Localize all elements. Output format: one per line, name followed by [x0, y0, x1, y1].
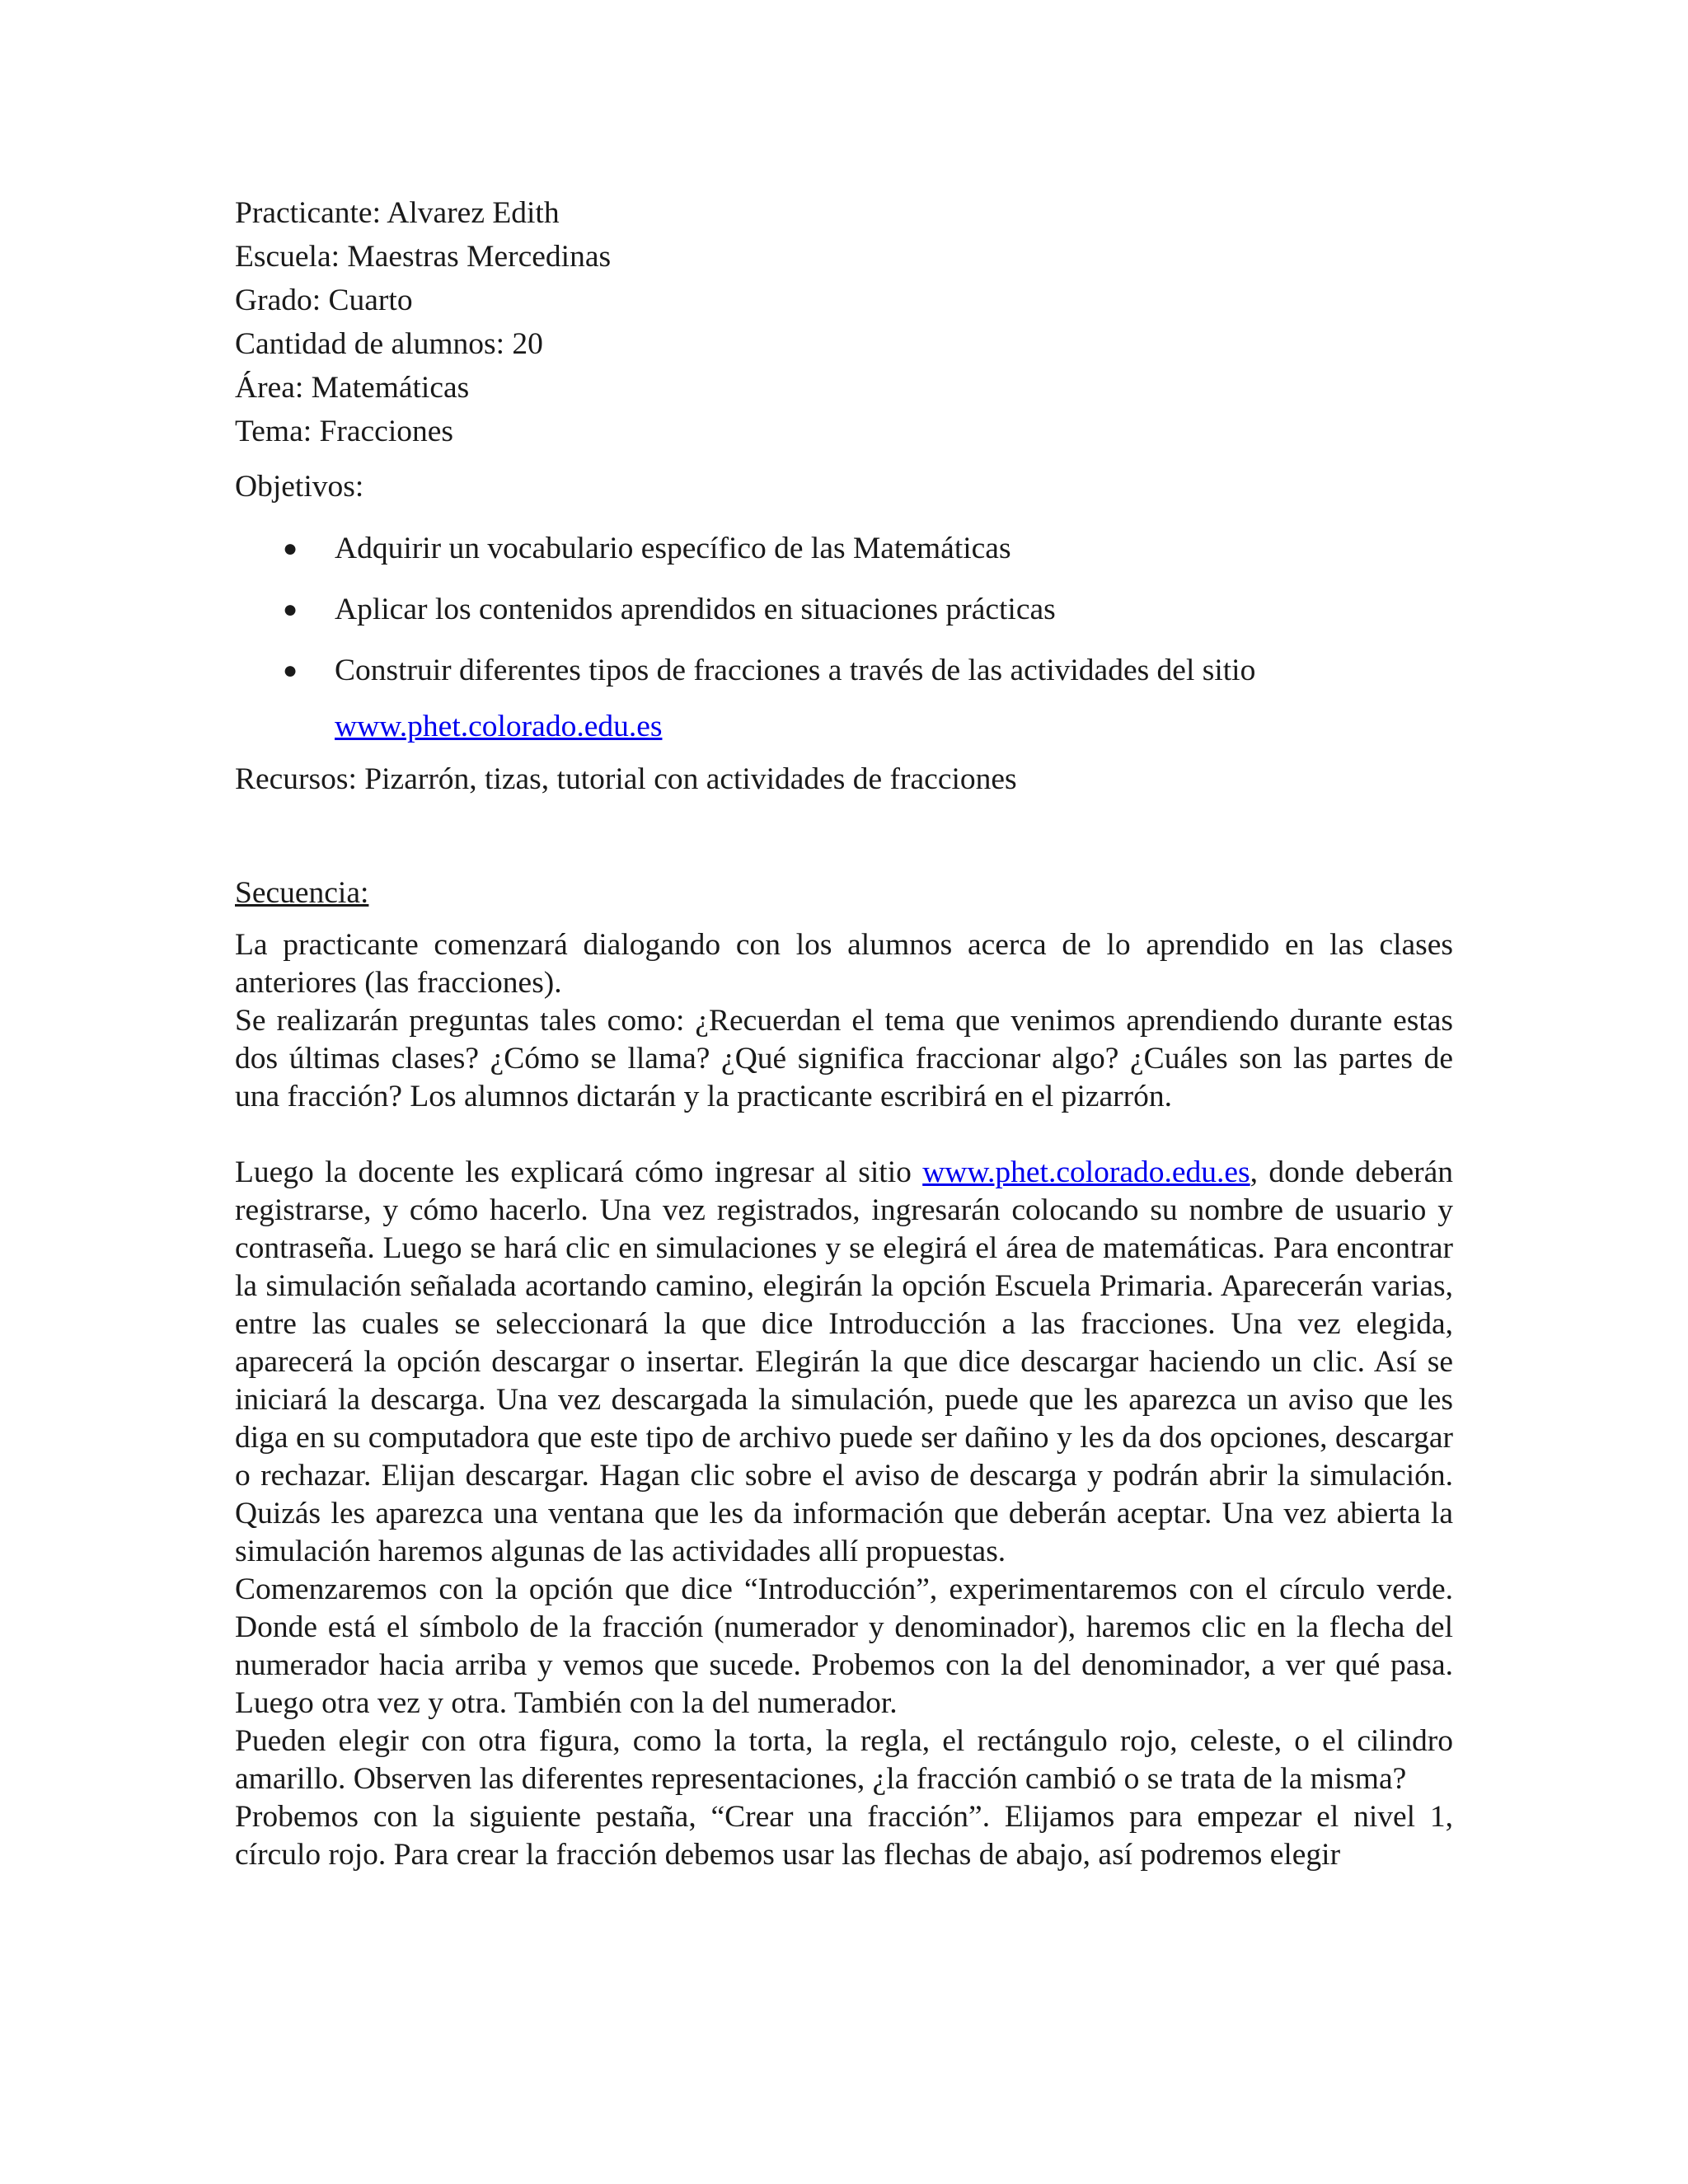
escuela-line: Escuela: Maestras Mercedinas [235, 240, 612, 274]
objectives-list [235, 518, 1453, 701]
paragraph-3-text-start: Luego la docente les explicará cómo ingresar al sitio [235, 1155, 923, 1189]
bullet-icon: ● [283, 657, 298, 684]
objective-text: Aplicar los contenidos aprendidos en situaciones prácticas [335, 593, 1056, 626]
document-page [235, 191, 1453, 1874]
secuencia-title: Secuencia: [235, 876, 369, 910]
objetivos-label: Objetivos: [235, 470, 364, 504]
practicante-line: Practicante: Alvarez Edith [235, 196, 560, 230]
secuencia-paragraph-3 [235, 1154, 1453, 1571]
recursos-line: Recursos: Pizarrón, tizas, tutorial con actividades de fracciones [235, 762, 1017, 796]
bullet-icon: ● [283, 535, 298, 562]
objective-item [235, 579, 1453, 640]
secuencia-paragraph-4: Comenzaremos con la opción que dice “Introducción”, experimentaremos con el círculo verde. Donde está el símbolo de la fracción (numerador y denominador), haremos clic en la flecha del numerador hacia arriba y vemos que sucede. Probemos con la del denominador, a ver qué pasa. Luego otra vez y otra. También con la del numerador. [235, 1572, 1453, 1720]
phet-link[interactable]: www.phet.colorado.edu.es [335, 710, 663, 743]
tema-line: Tema: Fracciones [235, 415, 453, 448]
objective-text: Construir diferentes tipos de fracciones a través de las actividades del sitio [335, 654, 1256, 687]
secuencia-paragraph-5: Pueden elegir con otra figura, como la torta, la regla, el rectángulo rojo, celeste, o el cilindro amarillo. Observen las diferentes representaciones, ¿la fracción cambió o se trata de la misma? [235, 1724, 1453, 1796]
objective-item [235, 518, 1453, 579]
phet-link-inline[interactable]: www.phet.colorado.edu.es [922, 1155, 1250, 1189]
objective-item [235, 640, 1453, 701]
bullet-icon: ● [283, 596, 298, 623]
objective-link-line [235, 696, 1453, 757]
secuencia-paragraph-1: La practicante comenzará dialogando con los alumnos acerca de lo aprendido en las clases anteriores (las fracciones). [235, 928, 1453, 1000]
secuencia-paragraph-2: Se realizarán preguntas tales como: ¿Recuerdan el tema que venimos aprendiendo durante estas dos últimas clases? ¿Cómo se llama? ¿Qué significa fraccionar algo? ¿Cuáles son las partes de una fracción? Los alumnos dictarán y la practicante escribirá en el pizarrón. [235, 1004, 1453, 1113]
paragraph-3-text-end: , donde deberán registrarse, y cómo hacerlo. Una vez registrados, ingresarán colocando su nombre de usuario y contraseña. Luego se hará clic en simulaciones y se elegirá el área de matemáticas. Para encontrar la simulación señalada acortando camino, elegirán la opción Escuela Primaria. Aparecerán varias, entre las cuales se seleccionará la que dice Introducción a las fracciones. Una vez elegida, aparecerá la opción descargar o insertar. Elegirán la que dice descargar haciendo un clic. Así se iniciará la descarga. Una vez descargada la simulación, puede que les aparezca un aviso que les diga en su computadora que este tipo de archivo puede ser dañino y les da dos opciones, descargar o rechazar. Elijan descargar. Hagan clic sobre el aviso de descarga y podrán abrir la simulación. Quizás les aparezca una ventana que les da información que deberán aceptar. Una vez abierta la simulación haremos algunas de las actividades allí propuestas. [235, 1155, 1453, 1568]
area-line: Área: Matemáticas [235, 371, 470, 405]
grado-line: Grado: Cuarto [235, 284, 413, 317]
cantidad-line: Cantidad de alumnos: 20 [235, 327, 543, 361]
secuencia-paragraph-6: Probemos con la siguiente pestaña, “Crear una fracción”. Elijamos para empezar el nivel 1, círculo rojo. Para crear la fracción debemos usar las flechas de abajo, así podremos elegir [235, 1800, 1453, 1872]
objective-text: Adquirir un vocabulario específico de las Matemáticas [335, 532, 1011, 565]
